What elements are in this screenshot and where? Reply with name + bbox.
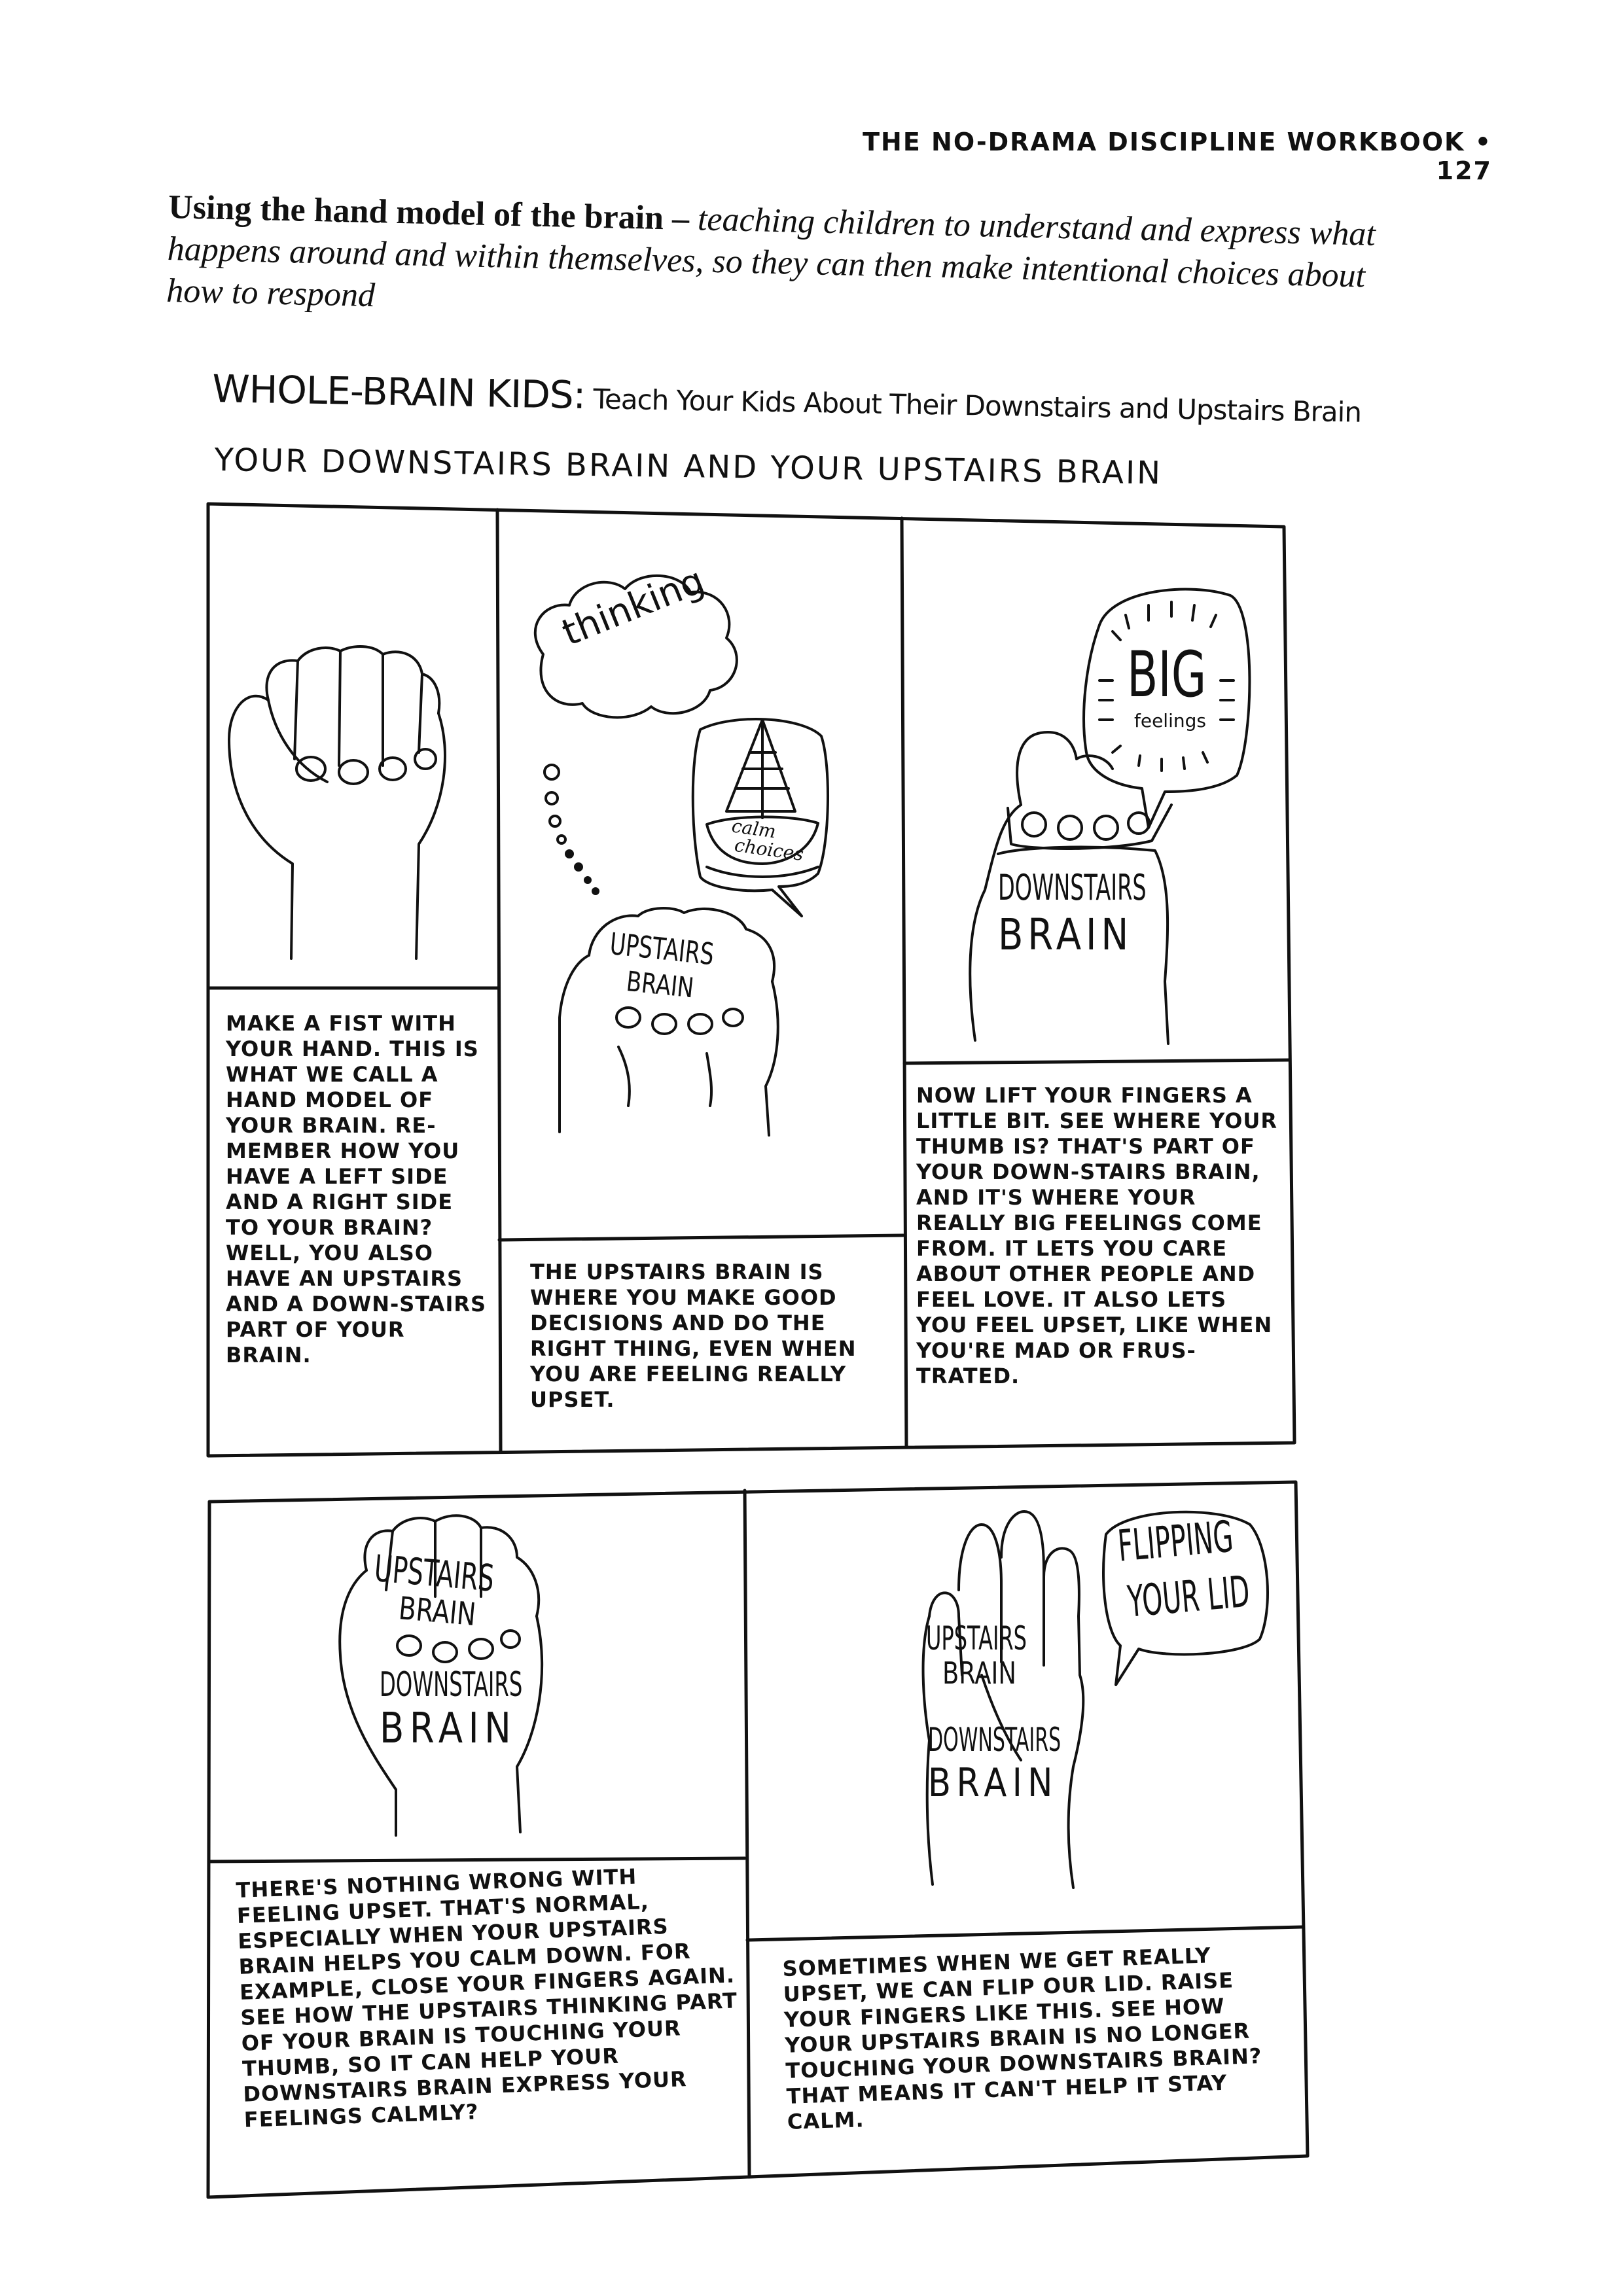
panel-3-hand-label-2: BRAIN	[998, 910, 1133, 960]
panel-5-drawing	[923, 1511, 1268, 1888]
panel-2-caption: THE UPSTAIRS BRAIN IS WHERE YOU MAKE GOOD DECISIONS AND DO THE RIGHT THING, EVEN WHEN YOU ARE FEELING REALLY UPSET.	[530, 1260, 857, 1412]
panel-5-caption: SOMETIMES WHEN WE GET REALLY UPSET, WE CAN FLIP OUR LID. RAISE YOUR FINGERS LIKE THIS. SEE HOW YOUR UPSTAIRS BRAIN IS NO LONGER TOUCHING YOUR DOWNSTAIRS BRAIN? THAT MEANS IT CAN'T HELP IT STAY CALM.	[782, 1943, 1262, 2134]
panel-3-bubble-big: BIG	[1127, 638, 1207, 711]
panel-5-upper-2: BRAIN	[942, 1655, 1016, 1691]
panel-3-hand-label-1: DOWNSTAIRS	[998, 867, 1147, 908]
panel-1-caption: MAKE A FIST WITH YOUR HAND. THIS IS WHAT WE CALL A HAND MODEL OF YOUR BRAIN. RE-MEMBER HOW YOU HAVE A LEFT SIDE AND A RIGHT SIDE TO YOUR BRAIN? WELL, YOU ALSO HAVE AN UPSTAIRS AND A DOWN-STAIRS PART OF YOUR BRAIN.	[226, 1011, 487, 1368]
panel-2-boat-text-1: calm	[730, 815, 777, 843]
panel-3-bubble-small: feelings	[1134, 710, 1206, 732]
intro-italic-text: teaching children to understand and express what happens around and within themselves, so they can then make intentional choices about how to respond	[166, 200, 1376, 315]
panel-4-upper-1: UPSTAIRS	[372, 1547, 496, 1600]
panel-2-thought-text: thinking	[556, 559, 711, 655]
panel-2-hand-label-1: UPSTAIRS	[608, 926, 716, 972]
panel-5-lower-2: BRAIN	[928, 1760, 1058, 1806]
panel-5-lower-1: DOWNSTAIRS	[928, 1721, 1061, 1759]
activity-subtitle: Teach Your Kids About Their Downstairs and Upstairs Brain	[584, 382, 1362, 429]
panel-2-hand-label-2: BRAIN	[624, 965, 696, 1004]
activity-label: WHOLE-BRAIN KIDS:	[211, 366, 586, 417]
panel-3-drawing	[970, 589, 1249, 1044]
panel-3-caption: NOW LIFT YOUR FINGERS A LITTLE BIT. SEE WHERE YOUR THUMB IS? THAT'S PART OF YOUR DOWN-STAIRS BRAIN, AND IT'S WHERE YOUR REALLY BIG FEELINGS COME FROM. IT LETS YOU CARE ABOUT OTHER PEOPLE AND FEEL LOVE. IT ALSO LETS YOU FEEL UPSET, LIKE WHEN YOU'RE MAD OR FRUS-TRATED.	[916, 1083, 1277, 1388]
panel-1-fist-drawing	[229, 646, 445, 959]
panel-4-upper-2: BRAIN	[397, 1590, 478, 1634]
running-header: THE NO-DRAMA DISCIPLINE WORKBOOK • 127	[863, 128, 1492, 185]
panel-5-bubble-2: YOUR LID	[1126, 1566, 1252, 1627]
intro-bold-lead: Using the hand model of the brain –	[168, 188, 690, 238]
panel-4-lower-1: DOWNSTAIRS	[380, 1665, 523, 1704]
panel-2-boat-text-2: choices	[733, 834, 805, 866]
panel-4-caption: THERE'S NOTHING WRONG WITH FEELING UPSET. THAT'S NORMAL, ESPECIALLY WHEN YOUR UPSTAIRS BRAIN HELPS YOU CALM DOWN. FOR EXAMPLE, CLOSE YOUR FINGERS AGAIN. SEE HOW THE UPSTAIRS THINKING PART OF YOUR BRAIN IS TOUCHING YOUR THUMB, SO IT CAN HELP YOUR DOWNSTAIRS BRAIN EXPRESS YOUR FEELINGS CALMLY?	[236, 1863, 738, 2132]
comic-title: YOUR DOWNSTAIRS BRAIN AND YOUR UPSTAIRS BRAIN	[214, 442, 1163, 492]
panel-5-bubble-1: FLIPPING	[1116, 1511, 1236, 1572]
panel-5-upper-1: UPSTAIRS	[926, 1619, 1027, 1657]
panel-4-lower-2: BRAIN	[380, 1704, 517, 1753]
